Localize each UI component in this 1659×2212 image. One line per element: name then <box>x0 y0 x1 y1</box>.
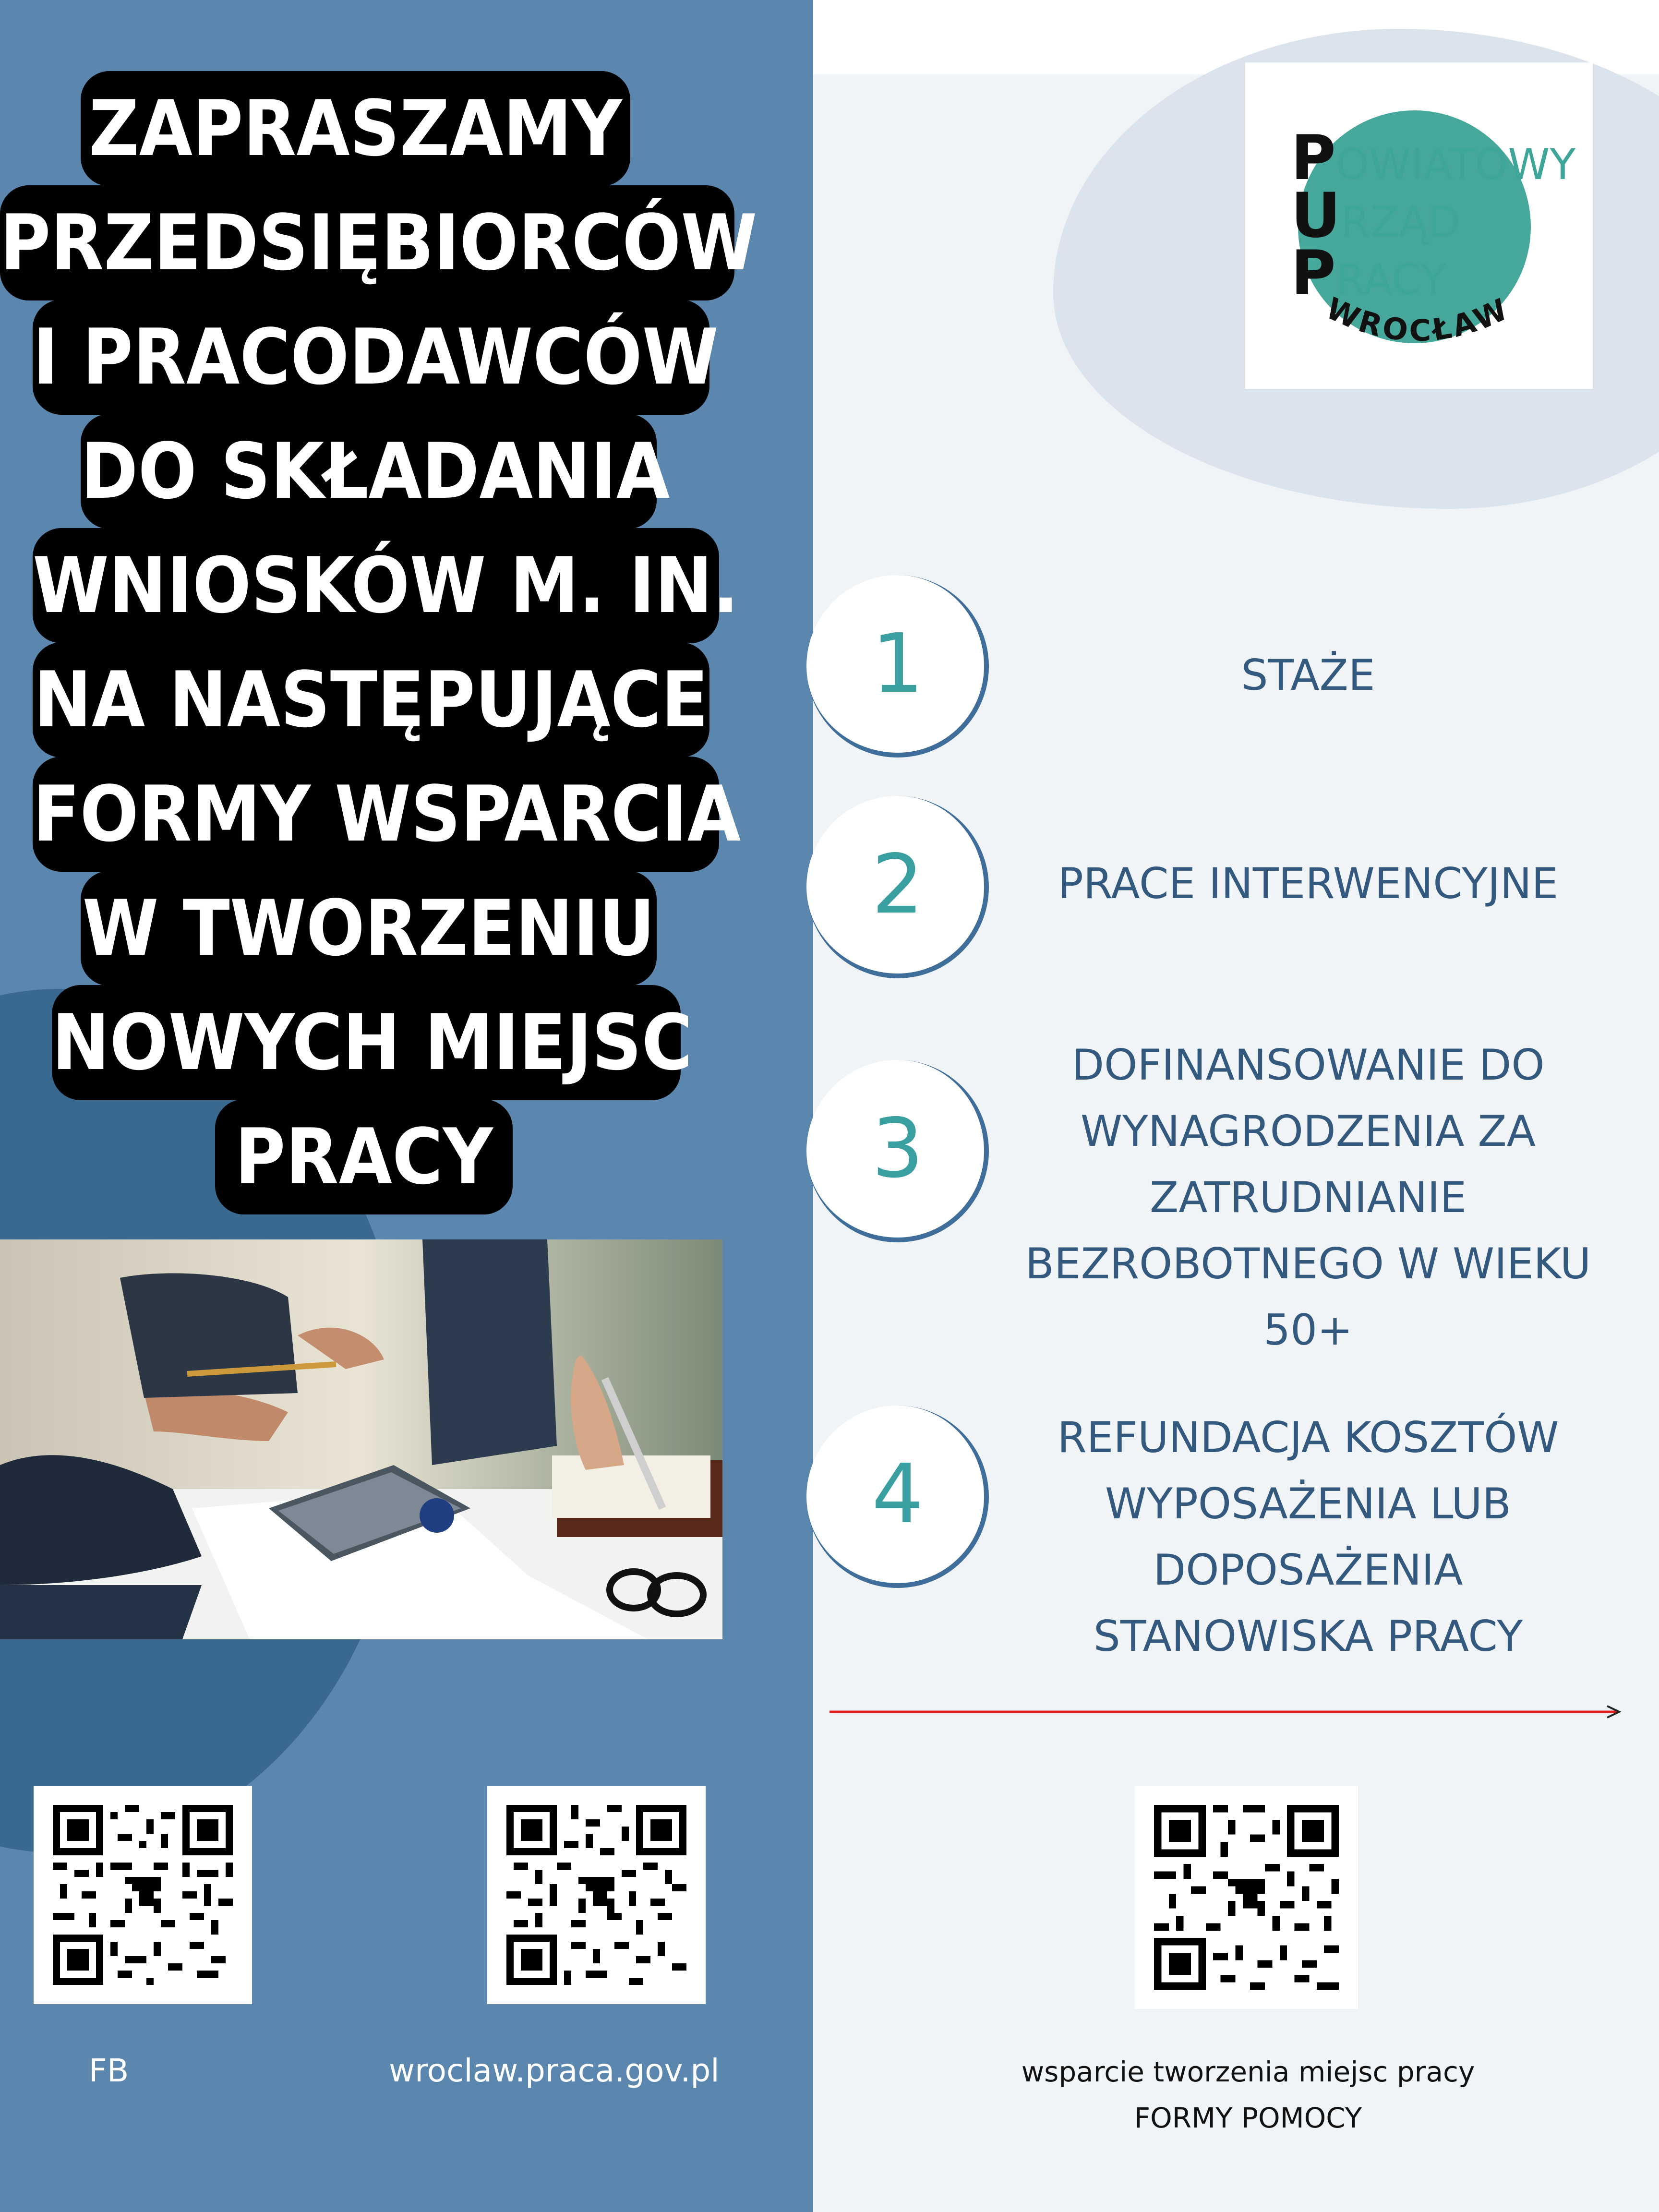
svg-text:WROCŁAW <box>1321 290 1515 348</box>
headline-line: WNIOSKÓW M. IN. <box>33 528 719 643</box>
website-label: wroclaw.praca.gov.pl <box>389 2052 720 2089</box>
pup-wroclaw-logo <box>1245 62 1593 389</box>
fb-label: FB <box>89 2052 129 2089</box>
list-item <box>984 1405 1632 1670</box>
item-line: WYPOSAŻENIA LUB <box>1105 1479 1512 1528</box>
headline-line: NA NASTĘPUJĄCE <box>33 642 709 757</box>
headline-line: NOWYCH MIEJSC <box>52 985 681 1100</box>
headline-line: DO SKŁADANIA <box>81 414 657 529</box>
qr-code-website[interactable] <box>487 1786 706 2004</box>
number-circle <box>806 796 989 978</box>
item-line: WYNAGRODZENIA ZA <box>1081 1106 1536 1156</box>
qr-code-icon <box>53 1805 233 1985</box>
arrow-right-icon <box>830 1702 1622 1721</box>
item-line: 50+ <box>1263 1305 1353 1355</box>
item-number: 4 <box>871 1447 924 1542</box>
list-item <box>984 851 1632 917</box>
list-item <box>984 642 1632 709</box>
item-line: STANOWISKA PRACY <box>1093 1611 1523 1661</box>
headline-line: PRZEDSIĘBIORCÓW <box>0 185 734 301</box>
headline-line: W TWORZENIU <box>81 871 657 986</box>
item-line: REFUNDACJA KOSZTÓW <box>1057 1413 1559 1462</box>
item-line: DOFINANSOWANIE DO <box>1071 1040 1545 1090</box>
qr-caption-line2: FORMY POMOCY <box>1134 2102 1362 2134</box>
item-line: BEZROBOTNEGO W WIEKU <box>1025 1239 1591 1288</box>
number-circle <box>806 1060 989 1242</box>
logo-initial: P <box>1291 122 1336 194</box>
item-line: PRACE INTERWENCYJNE <box>1058 859 1559 908</box>
number-circle <box>806 1406 989 1588</box>
item-number: 1 <box>871 616 924 711</box>
headline-line: FORMY WSPARCIA <box>33 757 719 872</box>
logo-city-arc <box>1274 288 1562 384</box>
logo-city: WROCŁAW <box>1321 290 1515 349</box>
logo-initial: U <box>1291 180 1341 252</box>
logo-word-rest: RZĄD <box>1340 197 1461 247</box>
item-number: 3 <box>871 1101 924 1196</box>
number-circle <box>806 575 989 757</box>
logo-initial: P <box>1291 238 1336 309</box>
item-line: DOPOSAŻENIA <box>1153 1545 1463 1595</box>
left-panel <box>0 0 813 2212</box>
item-line: ZATRUDNIANIE <box>1149 1173 1467 1222</box>
qr-code-fb[interactable] <box>34 1786 252 2004</box>
qr-caption-line1: wsparcie tworzenia miejsc pracy <box>1021 2056 1475 2088</box>
qr-code-support-forms[interactable] <box>1135 1786 1358 2009</box>
item-number: 2 <box>871 837 924 932</box>
business-meeting-photo <box>0 1239 722 1639</box>
item-line: STAŻE <box>1241 650 1375 700</box>
headline-line: I PRACODAWCÓW <box>33 300 709 415</box>
logo-word-rest: RACY <box>1335 255 1446 304</box>
headline-line: PRACY <box>215 1099 513 1214</box>
qr-code-icon <box>506 1805 686 1985</box>
logo-word-rest: OWIATOWY <box>1335 140 1576 189</box>
qr-code-icon <box>1154 1805 1339 1990</box>
headline-line: ZAPRASZAMY <box>81 71 630 186</box>
list-item <box>984 1032 1632 1363</box>
